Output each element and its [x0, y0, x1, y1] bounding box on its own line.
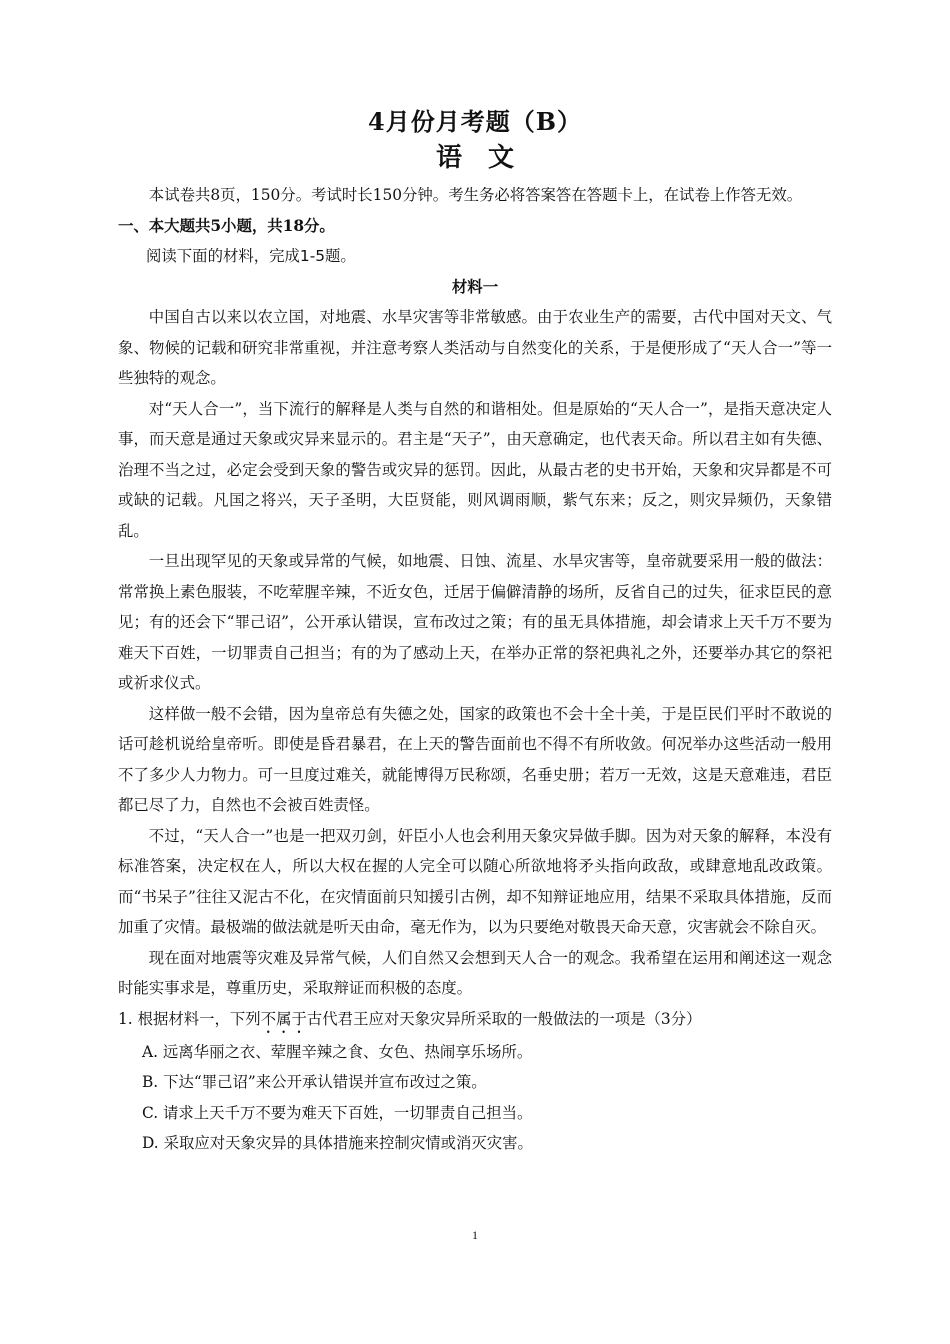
material-paragraph: 一旦出现罕见的天象或异常的气候，如地震、日蚀、流星、水旱灾害等，皇帝就要采用一般的做法：常常换上素色服装，不吃荤腥辛辣，不近女色，迁居于偏僻清静的场所，反省自己的过失，征求臣民的意见；有的还会下“罪己诏”，公开承认错误，宣布改过之策；有的虽无具体措施，却会请求上天千万不要为难天下百姓，一切罪责自己担当；有的为了感动上天，在举办正常的祭祀典礼之外，还要举办其它的祭祀或祈求仪式。	[118, 552, 832, 692]
option-c: C. 请求上天千万不要为难天下百姓，一切罪责自己担当。	[142, 1103, 533, 1122]
reading-instruction: 阅读下面的材料，完成1-5题。	[146, 247, 356, 265]
material-paragraph: 对“天人合一”，当下流行的解释是人类与自然的和谐相处。但是原始的“天人合一”，是指天意决定人事，而天意是通过天象或灾异来显示的。君主是“天子”，由天意确定，也代表天命。所以君主如有失德、治理不当之过，必定会受到天象的警告或灾异的惩罚。因此，从最古老的史书开始，天象和灾异都是不可或缺的记载。凡国之将兴，天子圣明，大臣贤能，则风调雨顺，紫气东来；反之，则灾异频仍，天象错乱。	[118, 399, 832, 540]
material-title: 材料一	[451, 277, 499, 296]
option-d: D. 采取应对天象灾异的具体措施来控制灾情或消灭灾害。	[142, 1134, 533, 1152]
page-number: 1	[472, 1228, 478, 1242]
question-emphasis: 不属于	[260, 1009, 307, 1028]
material-paragraph: 现在面对地震等灾难及异常气候，人们自然又会想到天人合一的观念。我希望在运用和阐述这一观念时能实事求是，尊重历史，采取辩证而积极的态度。	[118, 948, 832, 997]
question-stem-end: 古代君王应对天象灾异所采取的一般做法的一项是（3分）	[306, 1009, 702, 1028]
option-b: B. 下达“罪己诏”来公开承认错误并宣布改过之策。	[142, 1073, 487, 1091]
question-stem-start: 1. 根据材料一，下列	[118, 1009, 261, 1028]
option-a: A. 远离华丽之衣、荤腥辛辣之食、女色、热闹享乐场所。	[142, 1042, 533, 1061]
material-paragraph: 中国自古以来以农立国，对地震、水旱灾害等非常敏感。由于农业生产的需要，古代中国对天文、气象、物候的记载和研究非常重视，并注意考察人类活动与自然变化的关系，于是便形成了“天人合一”等一些独特的观念。	[118, 308, 832, 387]
material-paragraph: 这样做一般不会错，因为皇帝总有失德之处，国家的政策也不会十全十美，于是臣民们平时不敢说的话可趁机说给皇帝听。即使是昏君暴君，在上天的警告面前也不得不有所收敛。何况举办这些活动一般用不了多少人力物力。可一旦度过难关，就能博得万民称颂，名垂史册；若万一无效，这是天意难违，君臣都已尽了力，自然也不会被百姓责怪。	[118, 704, 832, 814]
section-heading: 一、本大题共5小题，共18分。	[118, 216, 335, 235]
exam-title: 4月份月考题（B）	[368, 107, 582, 136]
subject-title: 语文	[435, 143, 540, 173]
material-paragraph: 不过，“天人合一”也是一把双刃剑，奸臣小人也会利用天象灾异做手脚。因为对天象的解释，本没有标准答案，决定权在人，所以大权在握的人完全可以随心所欲地将矛头指向政敌，或肆意地乱改政策。而“书呆子”往往又泥古不化，在灾情面前只知援引古例，却不知辩证地应用，结果不采取具体措施，反而加重了灾情。最极端的做法就是听天由命，毫无作为，以为只要绝对敬畏天命天意，灾害就会不除自灭。	[118, 826, 832, 936]
exam-instructions: 本试卷共8页，150分。考试时长150分钟。考生务必将答案答在答题卡上，在试卷上作答无效。	[148, 186, 803, 204]
question-1-stem	[118, 1004, 832, 1037]
